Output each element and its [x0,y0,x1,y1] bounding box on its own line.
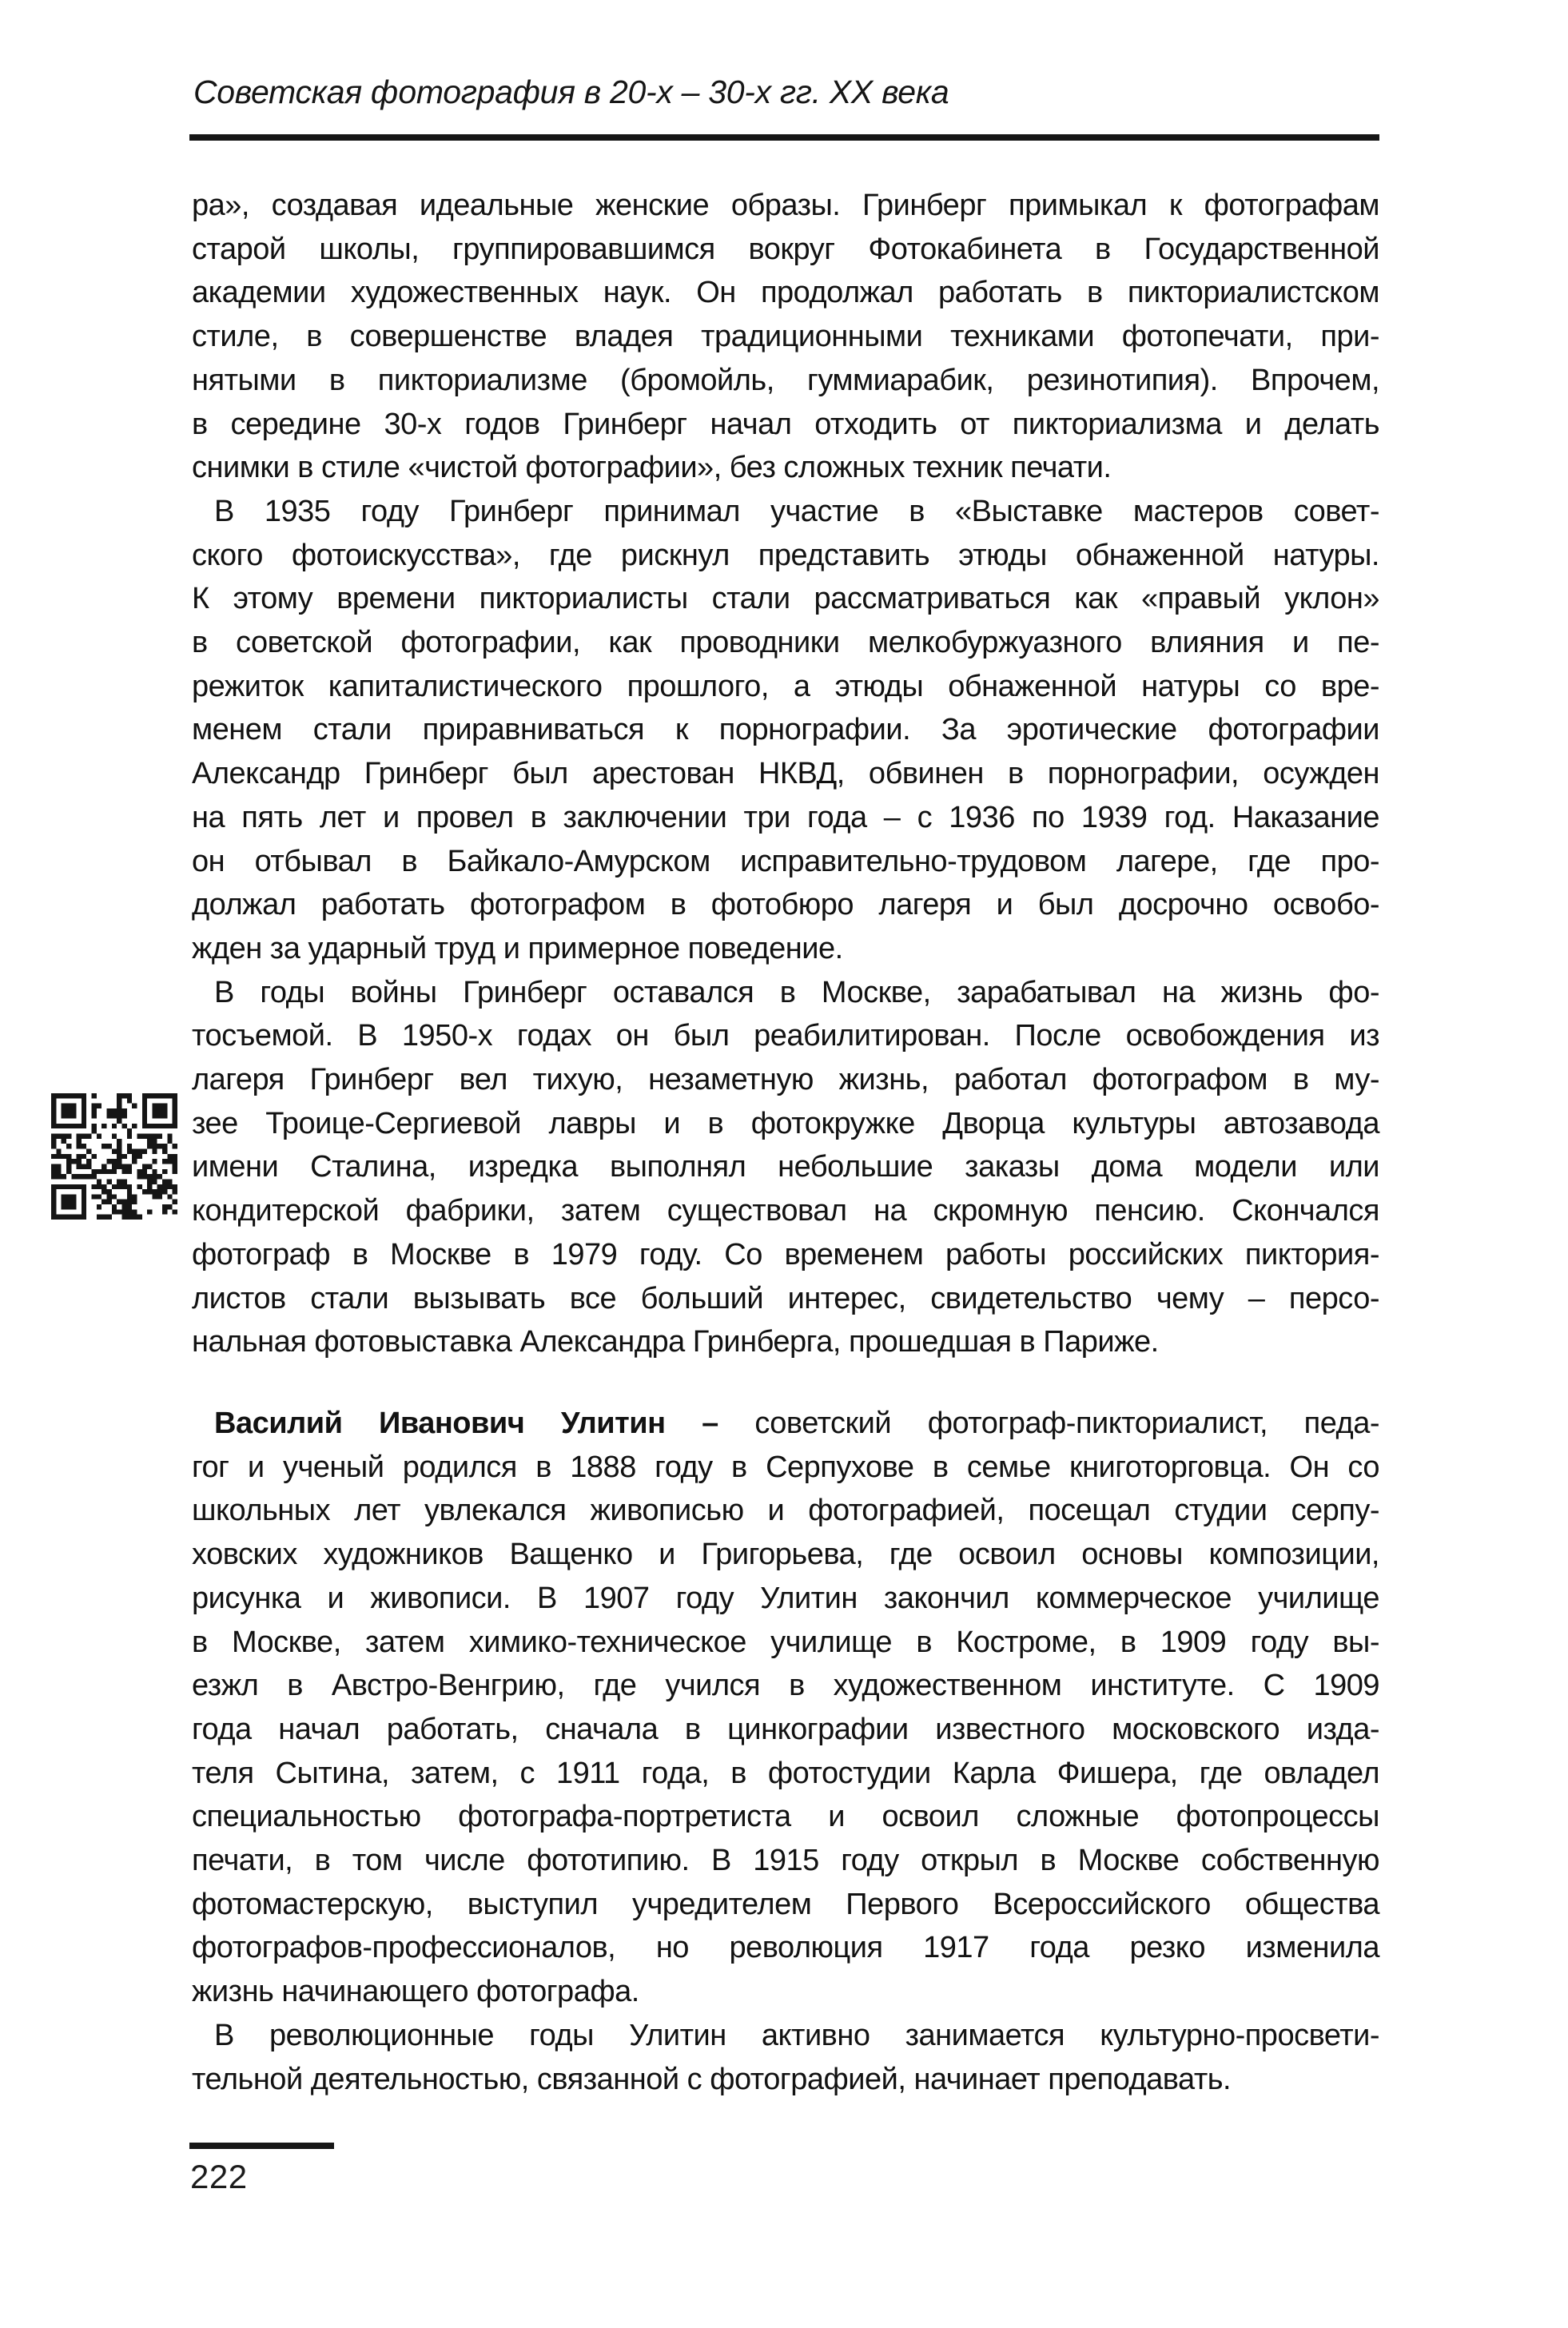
paragraph [192,2014,1379,2101]
paragraph [192,1402,1379,2014]
text-line: старой школы, группировавшимся вокруг Фотокабинета в Государственной [192,232,1379,266]
text-line: фотомастерскую, выступил учредителем Первого Всероссийского общества [192,1887,1379,1921]
text-line: тельной деятельностью, связанной с фотографией, начинает преподавать. [192,2062,1232,2096]
text-line: лагеря Гринберг вел тихую, незаметную жизнь, работал фотографом в му- [192,1063,1379,1097]
text-line: в Москве, затем химико-техническое училище в Костроме, в 1909 году вы- [192,1625,1379,1659]
text-line: В годы войны Гринберг оставался в Москве, зарабатывал на жизнь фо- [214,975,1379,1009]
footer-rule [189,2143,334,2149]
text-line: ского фотоискусства», где рискнул представить этюды обнаженной натуры. [192,538,1379,572]
text-line: Александр Гринберг был арестован НКВД, обвинен в порнографии, осужден [192,757,1379,791]
text-line: в советской фотографии, как проводники мелкобуржуазного влияния и пе- [192,626,1379,660]
text-line: снимки в стиле «чистой фотографии», без сложных техник печати. [192,451,1112,485]
text-line: стиле, в совершенстве владея традиционными техниками фотопечати, при- [192,320,1379,354]
text-line: езжл в Австро-Венгрию, где учился в художественном институте. С 1909 [192,1669,1379,1703]
text-line [192,1402,1379,1446]
text-line: жден за ударный труд и примерное поведение. [192,931,843,965]
text-line: на пять лет и провел в заключении три года – с 1936 по 1939 год. Наказание [192,800,1379,834]
text-line: гог и ученый родился в 1888 году в Серпухове в семье книготорговца. Он со [192,1450,1379,1484]
body-text [192,184,1379,2101]
text-line: в середине 30-х годов Гринберг начал отходить от пикториализма и делать [192,407,1379,441]
text-line: ра», создавая идеальные женские образы. Гринберг примыкал к фотографам [192,189,1379,222]
text-line: В революционные годы Улитин активно занимается культурно-просвети- [214,2018,1379,2052]
text-line: жизнь начинающего фотографа. [192,1975,639,2009]
qr-code-icon [50,1093,179,1220]
text-line: печати, в том числе фототипию. В 1915 году открыл в Москве собственную [192,1844,1379,1878]
text-line: тосъемой. В 1950-х годах он был реабилитирован. После освобождения из [192,1019,1379,1053]
paragraph [192,490,1379,971]
paragraph [192,184,1379,490]
text-line: должал работать фотографом в фотобюро лагеря и был досрочно освобо- [192,888,1379,922]
paragraph [192,971,1379,1364]
text-line: академии художественных наук. Он продолжал работать в пикториалистском [192,276,1379,310]
running-header-title: Советская фотография в 20-х – 30-х гг. XX века [193,74,949,110]
text-line: зее Троице-Сергиевой лавры и в фотокружке Дворца культуры автозавода [192,1106,1379,1140]
text-line: режиток капиталистического прошлого, а этюды обнаженной натуры со вре- [192,669,1379,703]
text-line: года начал работать, сначала в цинкографии известного московского изда- [192,1712,1379,1746]
text-line: менем стали приравниваться к порнографии. За эротические фотографии [192,713,1379,747]
text-line: имени Сталина, изредка выполнял небольшие заказы дома модели или [192,1150,1379,1184]
person-name-bold: Василий Иванович Улитин – [214,1406,755,1440]
text-line: ховских художников Ващенко и Григорьева, где освоил основы композиции, [192,1538,1379,1572]
text-line: К этому времени пикториалисты стали рассматриваться как «правый уклон» [192,582,1379,616]
text-line: нальная фотовыставка Александра Гринберга, прошедшая в Париже. [192,1325,1159,1359]
text-line: кондитерской фабрики, затем существовал на скромную пенсию. Скончался [192,1194,1379,1228]
text-line: рисунка и живописи. В 1907 году Улитин закончил коммерческое училище [192,1581,1379,1615]
text-line: нятыми в пикториализме (бромойль, гуммиарабик, резинотипия). Впрочем, [192,363,1379,397]
text-line: листов стали вызывать все больший интерес, свидетельство чему – персо- [192,1281,1379,1315]
text-line: фотографов-профессионалов, но революция 1917 года резко изменила [192,1931,1379,1965]
text-line: он отбывал в Байкало-Амурском исправительно-трудовом лагере, где про- [192,844,1379,878]
text-line: В 1935 году Гринберг принимал участие в «Выставке мастеров совет- [214,494,1379,528]
text-line: теля Сытина, затем, с 1911 года, в фотостудии Карла Фишера, где овладел [192,1756,1379,1790]
text-line: школьных лет увлекался живописью и фотографией, посещал студии серпу- [192,1494,1379,1528]
page-number: 222 [190,2158,248,2195]
text-segment: советский фотограф-пикториалист, педа- [754,1406,1379,1440]
header-rule [189,134,1379,141]
text-line: фотограф в Москве в 1979 году. Со временем работы российских пиктория- [192,1237,1379,1271]
text-line: специальностью фотографа-портретиста и освоил сложные фотопроцессы [192,1800,1379,1834]
